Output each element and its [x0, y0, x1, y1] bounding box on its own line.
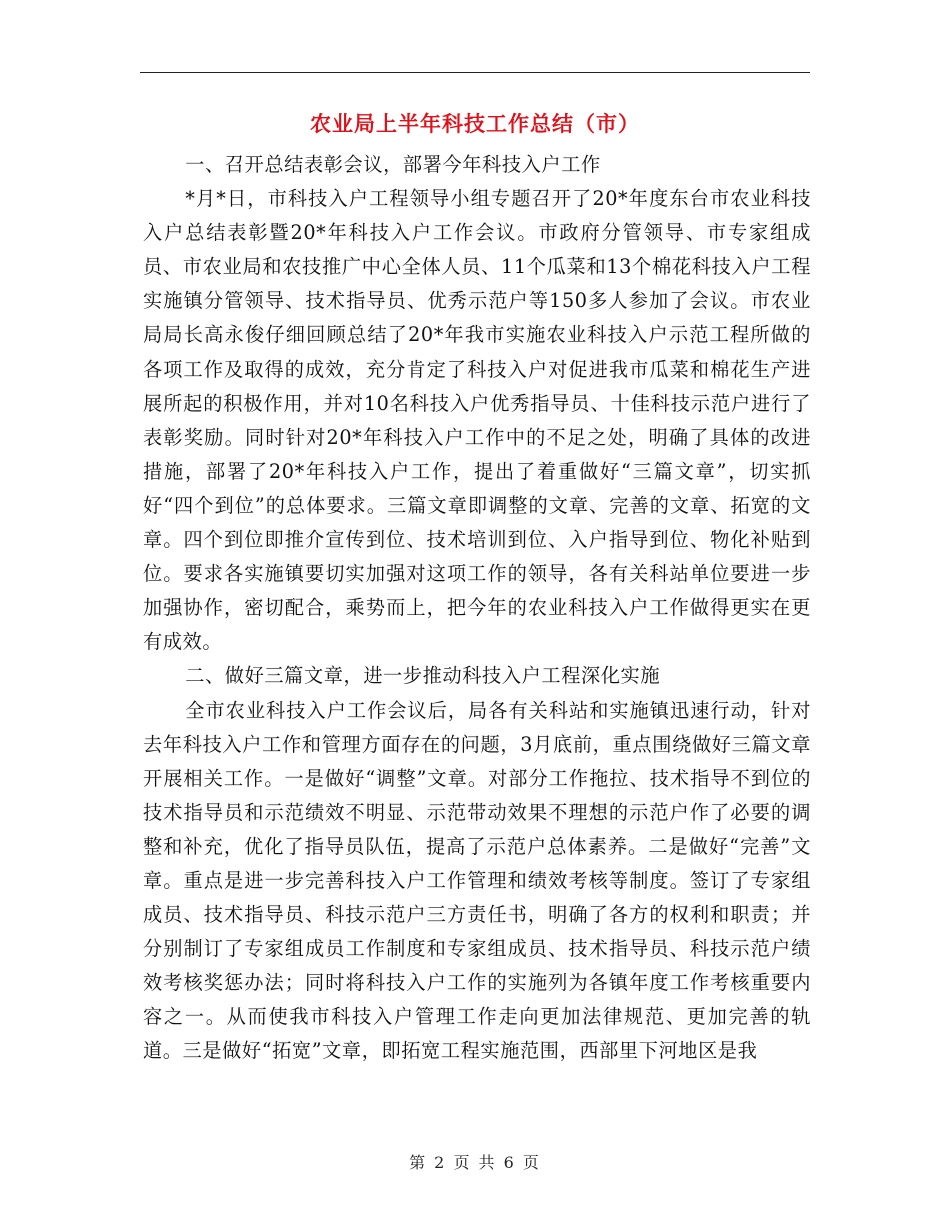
- document-title: 农业局上半年科技工作总结（市）: [310, 111, 640, 136]
- paragraph: 全市农业科技入户工作会议后，局各有关科站和实施镇迅速行动，针对去年科技入户工作和管理方面存在的问题，3月底前，重点围绕做好三篇文章开展相关工作。一是做好“调整”文章。对部分工作拖拉、技术指导不到位的技术指导员和示范绩效不明显、示范带动效果不理想的示范户作了必要的调整和补充，优化了指导员队伍，提高了示范户总体素养。二是做好“完善”文章。重点是进一步完善科技入户工作管理和绩效考核等制度。签订了专家组成员、技术指导员、科技示范户三方责任书，明确了各方的权利和职责；并分别制订了专家组成员工作制度和专家组成员、技术指导员、科技示范户绩效考核奖惩办法；同时将科技入户工作的实施列为各镇年度工作考核重要内容之一。从而使我市科技入户管理工作走向更加法律规范、更加完善的轨道。三是做好“拓宽”文章，即拓宽工程实施范围，西部里下河地区是我: [143, 698, 811, 1063]
- paragraph: *月*日，市科技入户工程领导小组专题召开了20*年度东台市农业科技入户总结表彰暨20*年科技入户工作会议。市政府分管领导、市专家组成员、市农业局和农技推广中心全体人员、11个瓜菜和13个棉花科技入户工程实施镇分管领导、技术指导员、优秀示范户等150多人参加了会议。市农业局局长高永俊仔细回顾总结了20*年我市实施农业科技入户示范工程所做的各项工作及取得的成效，充分肯定了科技入户对促进我市瓜菜和棉花生产进展所起的积极作用，并对10名科技入户优秀指导员、十佳科技示范户进行了表彰奖励。同时针对20*年科技入户工作中的不足之处，明确了具体的改进措施，部署了20*年科技入户工作，提出了着重做好“三篇文章”，切实抓好“四个到位”的总体要求。三篇文章即调整的文章、完善的文章、拓宽的文章。四个到位即推介宣传到位、技术培训到位、入户指导到位、物化补贴到位。要求各实施镇要切实加强对这项工作的领导，各有关科站单位要进一步加强协作，密切配合，乘势而上，把今年的农业科技入户工作做得更实在更有成效。: [143, 187, 811, 654]
- header-rule: [140, 72, 810, 73]
- section-heading-1: 一、召开总结表彰会议，部署今年科技入户工作: [185, 153, 601, 176]
- section-heading-2: 二、做好三篇文章，进一步推动科技入户工程深化实施: [185, 664, 661, 688]
- page-number-footer: 第 2 页 共 6 页: [409, 1153, 541, 1172]
- document-body: [143, 148, 811, 1069]
